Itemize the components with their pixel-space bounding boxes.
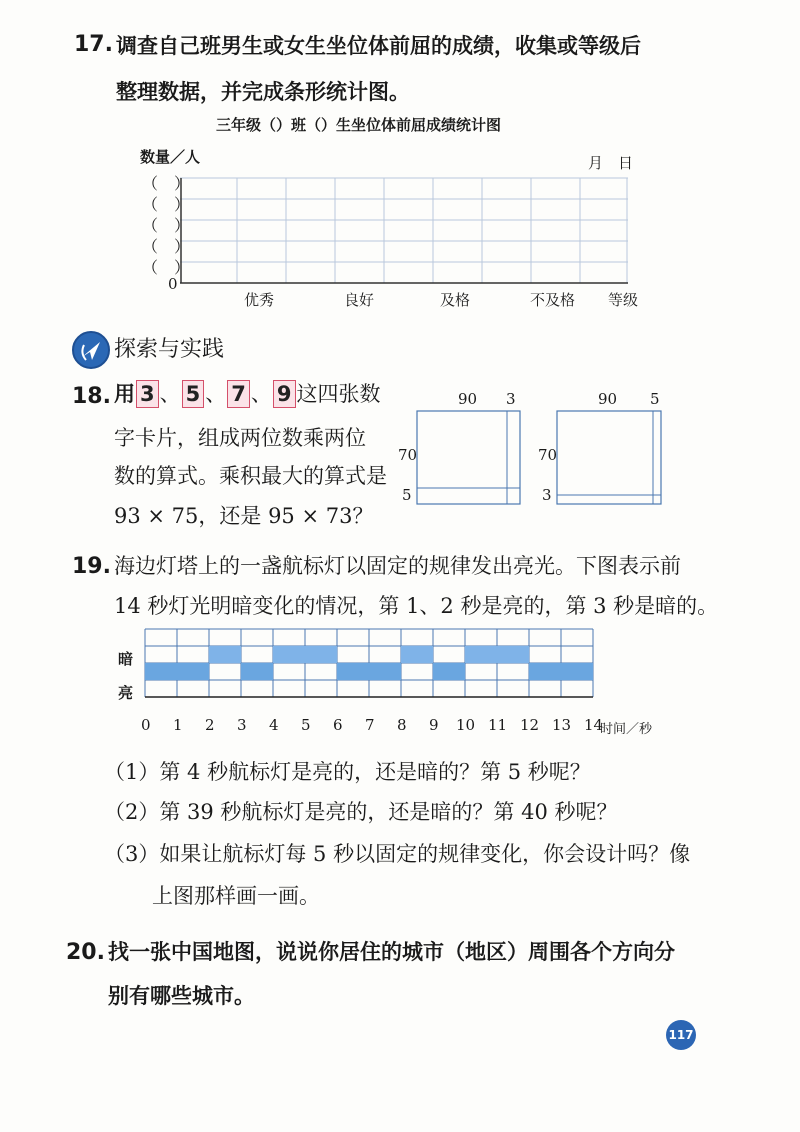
area-diagram-1: [416, 410, 522, 506]
second-10-cell: [433, 663, 465, 680]
area-diagram-2: [556, 410, 664, 506]
second-14-cell: [561, 663, 593, 680]
second-8-cell: [369, 663, 401, 680]
q17-empty-bar-grid: [180, 172, 630, 284]
card-3: 3: [136, 380, 159, 408]
q17-number: 17.: [74, 32, 113, 57]
category-pass: 及格: [440, 291, 471, 309]
d2-left-big: 70: [538, 446, 558, 464]
card-9: 9: [273, 380, 296, 408]
x-tick-13: 13: [552, 716, 572, 734]
d1-left-small: 5: [402, 486, 412, 504]
q20-line1: 找一张中国地图，说说你居住的城市（地区）周围各个方向分: [108, 940, 675, 964]
second-2-cell: [177, 663, 209, 680]
y-blank-2: （ ）: [142, 237, 191, 256]
q17-chart-title: [216, 114, 501, 135]
x-tick-6: 6: [333, 716, 343, 734]
row-label-light: 亮: [118, 684, 134, 702]
section-title: 探索与实践: [114, 337, 225, 362]
compass-arrow-icon: [72, 331, 110, 369]
second-13-cell: [529, 663, 561, 680]
second-7-cell: [337, 663, 369, 680]
second-11-cell: [465, 646, 497, 663]
y-blank-1: （ ）: [142, 258, 191, 277]
q19-sub3-line2: 上图那样画一画。: [152, 884, 320, 908]
second-6-cell: [305, 646, 337, 663]
q19-line1: 海边灯塔上的一盏航标灯以固定的规律发出亮光。下图表示前: [114, 554, 681, 578]
card-7: 7: [227, 380, 250, 408]
y-blank-5: （ ）: [142, 174, 191, 193]
q18-line4: 93 × 75，还是 95 × 73？: [114, 504, 374, 528]
sep-2: 、: [205, 382, 227, 406]
second-4-cell: [241, 663, 273, 680]
q18-line2: 字卡片，组成两位数乘两位: [114, 426, 366, 450]
q19-sub3-line1: （3）如果让航标灯每 5 秒以固定的规律变化，你会设计吗？像: [104, 842, 691, 866]
q20-number: 20.: [66, 940, 105, 965]
x-tick-2: 2: [205, 716, 215, 734]
d2-top-small: 5: [650, 390, 660, 408]
q20-line2: 别有哪些城市。: [108, 984, 255, 1008]
second-5-cell: [273, 646, 305, 663]
x-tick-9: 9: [429, 716, 439, 734]
card-5: 5: [182, 380, 205, 408]
q19-sub2: （2）第 39 秒航标灯是亮的，还是暗的？第 40 秒呢？: [104, 800, 618, 824]
page-number-badge: 117: [666, 1020, 696, 1050]
x-tick-3: 3: [237, 716, 247, 734]
q18-number: 18.: [72, 384, 111, 409]
second-1-cell: [145, 663, 177, 680]
q17-line1: 调查自己班男生或女生坐位体前屈的成绩，收集或等级后: [116, 34, 641, 58]
category-good: 良好: [344, 291, 375, 309]
sep-1: 、: [159, 382, 181, 406]
x-tick-1: 1: [173, 716, 183, 734]
second-12-cell: [497, 646, 529, 663]
x-tick-0: 0: [141, 716, 151, 734]
d1-left-big: 70: [398, 446, 418, 464]
title-part-2: ）班（: [276, 116, 322, 134]
q19-number: 19.: [72, 554, 111, 579]
second-3-cell: [209, 646, 241, 663]
d2-top-big: 90: [598, 390, 618, 408]
x-tick-11: 11: [488, 716, 508, 734]
y-blank-3: （ ）: [142, 216, 191, 235]
q18-line1: [114, 378, 381, 408]
q17-line2: 整理数据，并完成条形统计图。: [116, 80, 410, 104]
category-fail: 不及格: [530, 291, 576, 309]
x-tick-14: 14: [584, 716, 604, 734]
q17-date-label: 月 日: [588, 154, 634, 172]
x-tick-8: 8: [397, 716, 407, 734]
q19-line2: 14 秒灯光明暗变化的情况，第 1、2 秒是亮的，第 3 秒是暗的。: [114, 594, 719, 618]
d1-top-small: 3: [506, 390, 516, 408]
q19-sub1: （1）第 4 秒航标灯是亮的，还是暗的？第 5 秒呢？: [104, 760, 591, 784]
q18-line3: 数的算式。乘积最大的算式是: [114, 464, 387, 488]
x-tick-10: 10: [456, 716, 476, 734]
light-timeline-chart: [144, 628, 600, 708]
title-part-1: 三年级（: [216, 116, 277, 134]
d2-left-small: 3: [542, 486, 552, 504]
sep-3: 、: [250, 382, 272, 406]
category-excellent: 优秀: [244, 291, 275, 309]
title-part-3: ）生坐位体前屈成绩统计图: [321, 116, 502, 134]
q17-ylabel: 数量／人: [140, 148, 201, 166]
x-tick-5: 5: [301, 716, 311, 734]
x-tick-7: 7: [365, 716, 375, 734]
q17-xlabel: 等级: [608, 291, 639, 309]
y-blank-4: （ ）: [142, 195, 191, 214]
timeline-xlabel: 时间／秒: [600, 722, 653, 737]
q18-line1-suffix: 这四张数: [296, 382, 381, 406]
row-label-dark: 暗: [118, 650, 134, 668]
x-tick-12: 12: [520, 716, 540, 734]
q17-origin: 0: [168, 275, 178, 293]
x-tick-4: 4: [269, 716, 279, 734]
q18-prefix: 用: [114, 382, 135, 406]
second-9-cell: [401, 646, 433, 663]
d1-top-big: 90: [458, 390, 478, 408]
